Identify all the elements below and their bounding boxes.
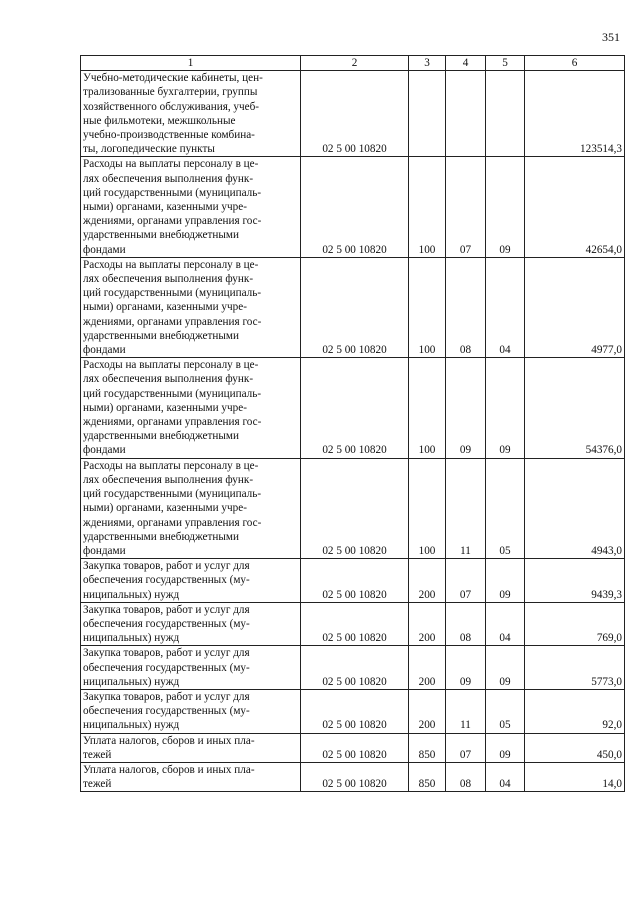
row-col5: 09 <box>486 157 525 257</box>
header-cell: 6 <box>525 56 625 71</box>
row-code: 02 5 00 10820 <box>301 559 409 603</box>
description-line: Уплата налогов, сборов и иных пла- <box>83 734 255 747</box>
table-row <box>81 689 625 733</box>
description-line: Закупка товаров, работ и услуг для <box>83 603 250 616</box>
description-line: ждениями, органами управления гос- <box>83 315 262 328</box>
description-line: ниципальных) нужд <box>83 632 180 645</box>
row-description <box>81 71 301 157</box>
row-col4: 07 <box>446 157 486 257</box>
table-row <box>81 358 625 458</box>
row-code: 02 5 00 10820 <box>301 458 409 558</box>
row-description <box>81 762 301 791</box>
row-col4: 07 <box>446 559 486 603</box>
row-col5: 09 <box>486 358 525 458</box>
row-col3 <box>409 71 446 157</box>
budget-table <box>80 55 625 792</box>
description-line: ниципальных) нужд <box>83 675 180 688</box>
row-col4: 08 <box>446 257 486 357</box>
table-row <box>81 458 625 558</box>
row-col5: 09 <box>486 559 525 603</box>
header-cell: 5 <box>486 56 525 71</box>
row-amount: 4977,0 <box>525 257 625 357</box>
description-line: Закупка товаров, работ и услуг для <box>83 647 250 660</box>
row-col4: 09 <box>446 646 486 690</box>
row-description <box>81 458 301 558</box>
row-col4: 08 <box>446 602 486 646</box>
description-line: лях обеспечения выполнения функ- <box>83 273 254 286</box>
row-col3: 200 <box>409 646 446 690</box>
description-line: ниципальных) нужд <box>83 719 180 732</box>
row-amount: 42654,0 <box>525 157 625 257</box>
row-col3: 100 <box>409 257 446 357</box>
row-col4: 11 <box>446 689 486 733</box>
row-col3: 200 <box>409 602 446 646</box>
description-line: лях обеспечения выполнения функ- <box>83 473 254 486</box>
description-line: обеспечения государственных (му- <box>83 617 250 630</box>
row-col4: 09 <box>446 358 486 458</box>
description-line: ций государственными (муниципаль- <box>83 287 262 300</box>
description-line: учебно-производственные комбина- <box>83 129 255 142</box>
row-code: 02 5 00 10820 <box>301 257 409 357</box>
table-row <box>81 257 625 357</box>
row-description <box>81 358 301 458</box>
description-line: обеспечения государственных (му- <box>83 574 250 587</box>
description-line: ударственными внебюджетными <box>83 329 239 342</box>
description-line: фондами <box>83 444 126 457</box>
row-code: 02 5 00 10820 <box>301 71 409 157</box>
row-col5: 04 <box>486 257 525 357</box>
row-col3: 100 <box>409 157 446 257</box>
description-line: Расходы на выплаты персоналу в це- <box>83 258 259 271</box>
description-line: тежей <box>83 778 112 791</box>
header-cell: 2 <box>301 56 409 71</box>
row-code: 02 5 00 10820 <box>301 689 409 733</box>
row-description <box>81 646 301 690</box>
description-line: ждениями, органами управления гос- <box>83 516 262 529</box>
description-line: ными) органами, казенными учре- <box>83 502 247 515</box>
description-line: лях обеспечения выполнения функ- <box>83 172 254 185</box>
row-description <box>81 602 301 646</box>
description-line: ударственными внебюджетными <box>83 229 239 242</box>
row-col3: 100 <box>409 358 446 458</box>
row-code: 02 5 00 10820 <box>301 157 409 257</box>
description-line: Расходы на выплаты персоналу в це- <box>83 459 259 472</box>
description-line: Расходы на выплаты персоналу в це- <box>83 158 259 171</box>
row-amount: 14,0 <box>525 762 625 791</box>
description-line: обеспечения государственных (му- <box>83 661 250 674</box>
row-amount: 9439,3 <box>525 559 625 603</box>
table-row <box>81 559 625 603</box>
row-col3: 850 <box>409 733 446 762</box>
row-description <box>81 559 301 603</box>
description-line: фондами <box>83 544 126 557</box>
description-line: Уплата налогов, сборов и иных пла- <box>83 763 255 776</box>
row-col4: 08 <box>446 762 486 791</box>
row-amount: 450,0 <box>525 733 625 762</box>
row-col5 <box>486 71 525 157</box>
description-line: ций государственными (муниципаль- <box>83 387 262 400</box>
description-line: фондами <box>83 243 126 256</box>
header-cell: 4 <box>446 56 486 71</box>
header-cell: 3 <box>409 56 446 71</box>
row-code: 02 5 00 10820 <box>301 762 409 791</box>
row-amount: 5773,0 <box>525 646 625 690</box>
row-col5: 09 <box>486 733 525 762</box>
row-amount: 54376,0 <box>525 358 625 458</box>
row-col5: 04 <box>486 762 525 791</box>
description-line: фондами <box>83 344 126 357</box>
description-line: трализованные бухгалтерии, группы <box>83 86 258 99</box>
description-line: ниципальных) нужд <box>83 588 180 601</box>
description-line: ций государственными (муниципаль- <box>83 488 262 501</box>
table-body <box>81 71 625 792</box>
row-amount: 123514,3 <box>525 71 625 157</box>
row-col3: 850 <box>409 762 446 791</box>
description-line: ты, логопедические пункты <box>83 143 215 156</box>
row-amount: 4943,0 <box>525 458 625 558</box>
row-description <box>81 689 301 733</box>
description-line: обеспечения государственных (му- <box>83 705 250 718</box>
description-line: Закупка товаров, работ и услуг для <box>83 690 250 703</box>
row-col5: 05 <box>486 689 525 733</box>
row-col4: 11 <box>446 458 486 558</box>
row-description <box>81 257 301 357</box>
row-description <box>81 733 301 762</box>
table-row <box>81 71 625 157</box>
header-row <box>81 56 625 71</box>
description-line: ными) органами, казенными учре- <box>83 401 247 414</box>
description-line: хозяйственного обслуживания, учеб- <box>83 100 260 113</box>
row-code: 02 5 00 10820 <box>301 602 409 646</box>
row-description <box>81 157 301 257</box>
row-code: 02 5 00 10820 <box>301 646 409 690</box>
description-line: ждениями, органами управления гос- <box>83 215 262 228</box>
row-amount: 92,0 <box>525 689 625 733</box>
description-line: Закупка товаров, работ и услуг для <box>83 560 250 573</box>
row-col3: 200 <box>409 689 446 733</box>
description-line: ные фильмотеки, межшкольные <box>83 114 236 127</box>
row-col4 <box>446 71 486 157</box>
description-line: ударственными внебюджетными <box>83 430 239 443</box>
row-col5: 04 <box>486 602 525 646</box>
table-row <box>81 646 625 690</box>
description-line: лях обеспечения выполнения функ- <box>83 373 254 386</box>
description-line: Расходы на выплаты персоналу в це- <box>83 359 259 372</box>
row-amount: 769,0 <box>525 602 625 646</box>
header-cell: 1 <box>81 56 301 71</box>
description-line: ций государственными (муниципаль- <box>83 186 262 199</box>
table-row <box>81 602 625 646</box>
row-col5: 09 <box>486 646 525 690</box>
description-line: ждениями, органами управления гос- <box>83 416 262 429</box>
row-col3: 100 <box>409 458 446 558</box>
description-line: ударственными внебюджетными <box>83 530 239 543</box>
row-code: 02 5 00 10820 <box>301 733 409 762</box>
description-line: Учебно-методические кабинеты, цен- <box>83 72 263 85</box>
table-row <box>81 157 625 257</box>
description-line: ными) органами, казенными учре- <box>83 301 247 314</box>
table-row <box>81 762 625 791</box>
page-number: 351 <box>602 30 620 44</box>
row-col5: 05 <box>486 458 525 558</box>
row-col4: 07 <box>446 733 486 762</box>
description-line: тежей <box>83 748 112 761</box>
row-col3: 200 <box>409 559 446 603</box>
row-code: 02 5 00 10820 <box>301 358 409 458</box>
description-line: ными) органами, казенными учре- <box>83 201 247 214</box>
table-row <box>81 733 625 762</box>
